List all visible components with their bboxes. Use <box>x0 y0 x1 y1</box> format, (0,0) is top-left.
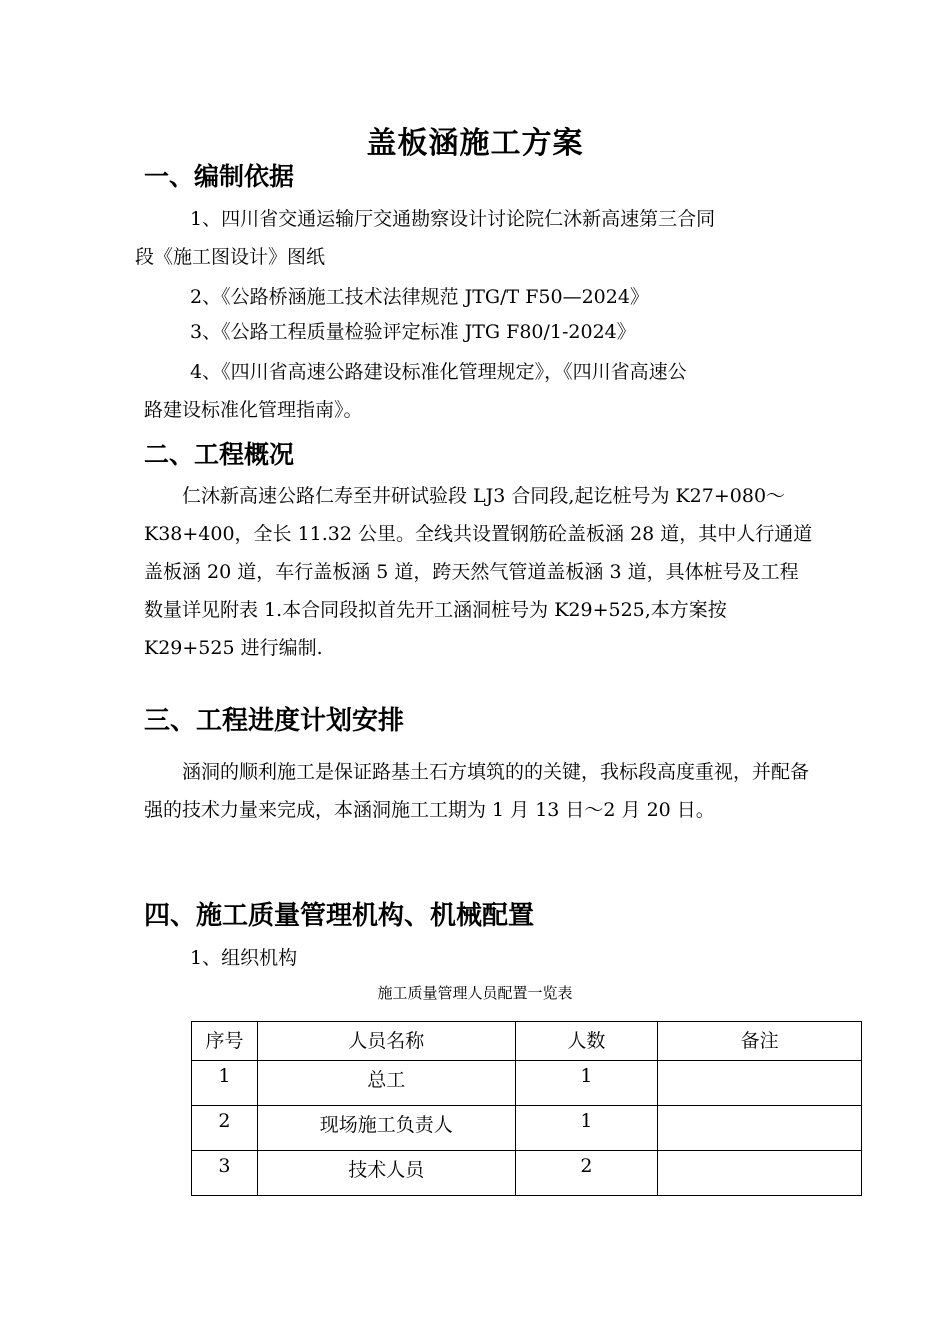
table-caption: 施工质量管理人员配置一览表 <box>377 984 573 1002</box>
table-cell: 1 <box>515 1061 658 1106</box>
header-cell-count: 人数 <box>515 1022 658 1061</box>
organization-subheading: 1、组织机构 <box>190 947 298 969</box>
table-cell: 1 <box>192 1061 258 1106</box>
basis-item-1-line1: 1、四川省交通运输厅交通勘察设计讨论院仁沐新高速第三合同 <box>190 208 716 230</box>
table-row <box>192 1106 862 1151</box>
basis-item-4-line2: 路建设标准化管理指南》。 <box>144 399 363 421</box>
table-cell <box>658 1106 862 1151</box>
section-heading-organization: 四、施工质量管理机构、机械配置 <box>144 901 535 931</box>
table-header-row <box>192 1022 862 1061</box>
table-cell: 3 <box>192 1151 258 1196</box>
document-title: 盖板涵施工方案 <box>366 126 584 161</box>
table-cell: 2 <box>192 1106 258 1151</box>
schedule-paragraph: 涵洞的顺利施工是保证路基土石方填筑的的关键，我标段高度重视，并配备强的技术力量来完成，本涵洞施工工期为 1 月 13 日～2 月 20 日。 <box>144 761 810 821</box>
header-cell-no: 序号 <box>192 1022 258 1061</box>
basis-item-3: 3、《公路工程质量检验评定标准 JTG F80/1-2024》 <box>190 321 636 343</box>
basis-item-4-line1: 4、《四川省高速公路建设标准化管理规定》，《四川省高速公 <box>190 361 687 383</box>
table-row <box>192 1151 862 1196</box>
table-cell <box>658 1061 862 1106</box>
table-cell: 现场施工负责人 <box>257 1106 515 1151</box>
table-cell <box>658 1151 862 1196</box>
table-cell: 1 <box>515 1106 658 1151</box>
table-cell: 总工 <box>257 1061 515 1106</box>
header-cell-name: 人员名称 <box>257 1022 515 1061</box>
table-cell: 2 <box>515 1151 658 1196</box>
header-cell-remark: 备注 <box>658 1022 862 1061</box>
staff-table <box>191 1021 862 1196</box>
basis-item-2: 2、《公路桥涵施工技术法律规范 JTG/T F50—2024》 <box>190 286 649 308</box>
basis-item-1-line2: 段《施工图设计》图纸 <box>135 246 326 268</box>
table-cell: 技术人员 <box>257 1151 515 1196</box>
overview-paragraph: 仁沐新高速公路仁寿至井研试验段 LJ3 合同段,起讫桩号为 K27+080～K38+400，全长 11.32 公里。全线共设置钢筋砼盖板涵 28 道，其中人行通道盖板涵 20 道，车行盖板涵 5 道，跨天然气管道盖板涵 3 道，具体桩号及工程数量详见附表 1.本合同段拟首先开工涵洞桩号为 K29+525,本方案按 K29+525 进行编制. <box>144 485 813 659</box>
table-row <box>192 1061 862 1106</box>
section-heading-schedule: 三、工程进度计划安排 <box>144 706 405 736</box>
section-heading-basis: 一、编制依据 <box>144 162 295 191</box>
section-heading-overview: 二、工程概况 <box>144 440 295 469</box>
